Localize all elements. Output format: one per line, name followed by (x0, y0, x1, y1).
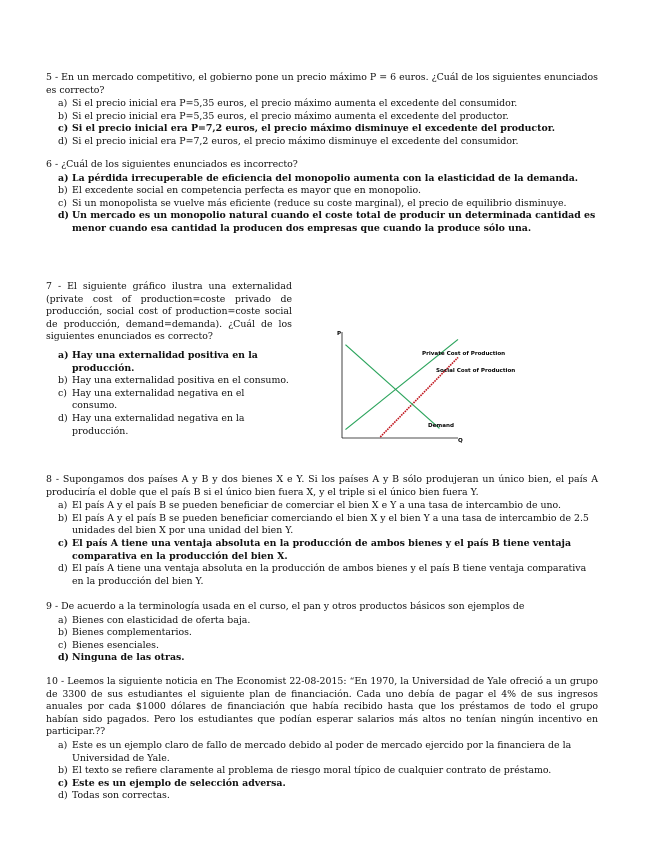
demand-line (345, 345, 439, 429)
option-text: Bienes esenciales. (72, 639, 159, 651)
option-d[interactable] (46, 136, 598, 149)
option-text: Este es un ejemplo de selección adversa. (72, 777, 286, 789)
question-5 (46, 72, 598, 149)
option-text: Si un monopolista se vuelve más eficiente (reduce su coste marginal), el precio de equilibrio disminuye. (72, 197, 567, 209)
option-b[interactable] (46, 375, 292, 388)
option-b[interactable] (46, 185, 598, 198)
option-c[interactable] (46, 388, 292, 413)
option-label: d) (58, 135, 68, 147)
option-text: El país A y el país B se pueden beneficiar de comerciar el bien X e Y a una tasa de intercambio de uno. (72, 500, 562, 512)
question-stem: 9 - De acuerdo a la terminología usada en el curso, el pan y otros productos básicos son ejemplos de (46, 601, 525, 612)
option-text: La pérdida irrecuperable de eficiencia del monopolio aumenta con la elasticidad de la demanda. (72, 172, 579, 184)
option-text: Hay una externalidad positiva en el consumo. (72, 375, 289, 387)
question-stem: 5 - En un mercado competitivo, el gobierno pone un precio máximo P = 6 euros. ¿Cuál de los siguientes enunciados es correcto? (46, 72, 598, 96)
option-a[interactable] (46, 98, 598, 111)
option-text: El país A tiene una ventaja absoluta en la producción de ambos bienes y el país B tiene ventaja comparativa en la producción del bien Y. (72, 563, 587, 587)
option-a[interactable] (46, 615, 598, 628)
option-label: c) (58, 537, 69, 549)
option-label: a) (58, 739, 68, 751)
option-d[interactable] (46, 563, 598, 588)
option-c[interactable] (46, 778, 598, 791)
question-9 (46, 601, 598, 665)
option-label: a) (58, 172, 69, 184)
option-text: Este es un ejemplo claro de fallo de mercado debido al poder de mercado ejercido por la financiera de la Universidad de Yale. (72, 739, 572, 764)
question-stem: 6 - ¿Cuál de los siguientes enunciados es incorrecto? (46, 159, 298, 170)
option-label: c) (58, 387, 67, 399)
option-c[interactable] (46, 538, 598, 563)
question-8 (46, 474, 598, 588)
option-label: c) (58, 639, 67, 651)
option-b[interactable] (46, 627, 598, 640)
option-label: a) (58, 614, 68, 626)
option-label: a) (58, 98, 68, 110)
options-list (46, 350, 292, 438)
option-text: Hay una externalidad positiva en la producción. (72, 349, 258, 374)
option-text: Hay una externalidad negativa en la producción. (72, 412, 245, 437)
option-text: Un mercado es un monopolio natural cuando el coste total de producir un determinada cantidad es menor cuando esa cantidad la producen dos empresas que cuando la produce sólo una. (72, 210, 596, 234)
option-text: Bienes con elasticidad de oferta baja. (72, 614, 251, 626)
option-label: d) (58, 652, 69, 664)
options-list (46, 615, 598, 665)
option-label: b) (58, 110, 68, 122)
p-axis-label: P (337, 331, 342, 337)
option-label: b) (58, 627, 68, 639)
question-10 (46, 676, 598, 803)
option-text: El país A y el país B se pueden beneficiar comerciando el bien X y el bien Y a una tasa de intercambio de 2.5 unidades del bien X por una unidad del bien Y. (72, 512, 589, 537)
option-b[interactable] (46, 513, 598, 538)
options-list (46, 500, 598, 588)
externality-chart (330, 326, 542, 444)
question-stem: 8 - Supongamos dos países A y B y dos bienes X e Y. Si los países A y B sólo produjeran un único bien, el país A produciría el doble que el país B si el único bien fuera X, y el triple si el único bien fuera Y. (46, 474, 598, 498)
question-stem: 7 - El siguiente gráfico ilustra una externalidad (private cost of production=coste privado de producción, social cost of production=coste social de producción, demand=demanda). ¿Cuál de los siguientes enunciados es correcto? (46, 281, 292, 343)
option-b[interactable] (46, 765, 598, 778)
option-label: b) (58, 512, 68, 524)
social-cost-label: Social Cost of Production (436, 368, 516, 374)
option-text: Si el precio inicial era P=5,35 euros, el precio máximo aumenta el excedente del productor. (72, 110, 509, 122)
option-label: d) (58, 412, 68, 424)
option-d[interactable] (46, 210, 598, 235)
option-a[interactable] (46, 740, 598, 765)
option-text: El texto se refiere claramente al problema de riesgo moral típico de cualquier contrato de préstamo. (72, 765, 552, 777)
option-label: c) (58, 777, 69, 789)
demand-label: Demand (428, 423, 455, 429)
private-cost-label: Private Cost of Production (422, 351, 506, 357)
option-c[interactable] (46, 198, 598, 211)
option-text: Todas son correctas. (72, 790, 170, 802)
option-text: Si el precio inicial era P=5,35 euros, el precio máximo aumenta el excedente del consumidor. (72, 98, 518, 110)
option-b[interactable] (46, 111, 598, 124)
options-list (46, 740, 598, 803)
option-text: El país A tiene una ventaja absoluta en la producción de ambos bienes y el país B tiene ventaja comparativa en la producción del bien X. (72, 537, 572, 562)
option-label: d) (58, 563, 68, 575)
option-label: b) (58, 765, 68, 777)
options-list (46, 98, 598, 148)
option-label: c) (58, 197, 67, 209)
option-d[interactable] (46, 790, 598, 803)
option-d[interactable] (46, 413, 292, 438)
question-stem: 10 - Leemos la siguiente noticia en The Economist 22-08-2015: “En 1970, la Universidad de Yale ofreció a un grupo de 3300 de sus estudiantes el siguiente plan de financiación. Cada uno debía de pagar el 4% de sus ingresos anuales por cada $1000 dólares de financiación que había recibido hasta que los préstamos de todo el grupo habían sido pagados. Pero los estudiantes que podían esperar salarios más altos no tenían ningún incentivo en participar.?? (46, 676, 598, 738)
option-label: d) (58, 790, 68, 802)
option-c[interactable] (46, 123, 598, 136)
option-text: Hay una externalidad negativa en el consumo. (72, 387, 245, 412)
question-7 (46, 281, 292, 438)
question-6 (46, 159, 598, 236)
chart-svg (330, 326, 542, 444)
option-label: b) (58, 185, 68, 197)
option-a[interactable] (46, 350, 292, 375)
option-text: Si el precio inicial era P=7,2 euros, el precio máximo disminuye el excedente del productor. (72, 123, 556, 135)
option-label: a) (58, 500, 68, 512)
option-a[interactable] (46, 173, 598, 186)
option-text: Bienes complementarios. (72, 627, 192, 639)
options-list (46, 173, 598, 236)
q-axis-label: Q (458, 438, 463, 444)
option-text: Si el precio inicial era P=7,2 euros, el precio máximo disminuye el excedente del consumidor. (72, 135, 519, 147)
option-text: El excedente social en competencia perfecta es mayor que en monopolio. (72, 185, 421, 197)
option-label: c) (58, 123, 69, 135)
option-label: d) (58, 210, 69, 222)
option-text: Ninguna de las otras. (72, 652, 185, 664)
option-d[interactable] (46, 652, 598, 665)
option-a[interactable] (46, 500, 598, 513)
option-label: b) (58, 375, 68, 387)
option-c[interactable] (46, 640, 598, 653)
option-label: a) (58, 349, 69, 361)
